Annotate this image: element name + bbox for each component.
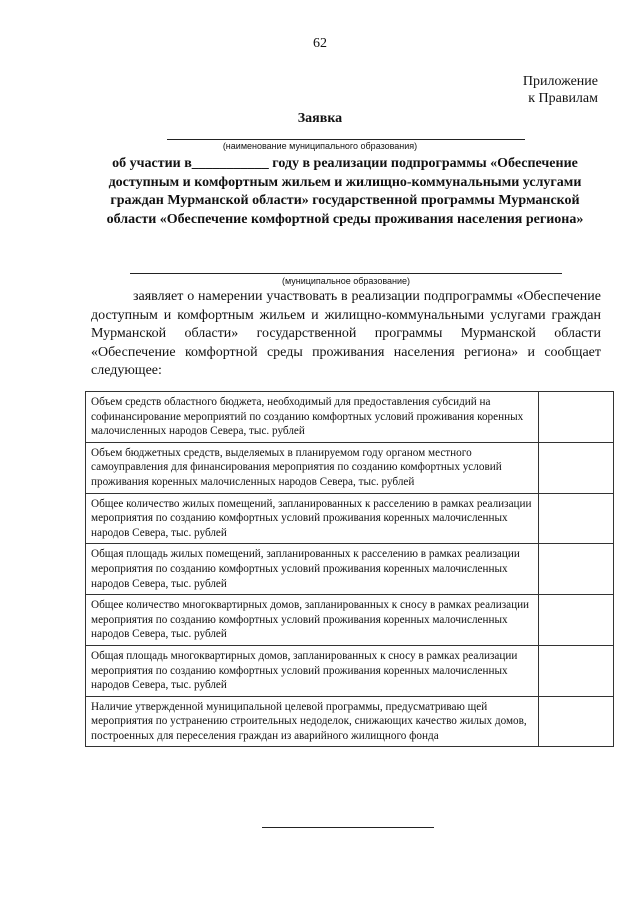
row-value-cell[interactable]	[538, 544, 613, 595]
row-value-cell[interactable]	[538, 595, 613, 646]
statement-paragraph	[91, 288, 601, 381]
municipality-name-caption: (наименование муниципального образования)	[222, 141, 418, 151]
row-value-cell[interactable]	[538, 392, 613, 443]
row-value-cell[interactable]	[538, 645, 613, 696]
table-row	[86, 392, 614, 443]
row-label: Общая площадь жилых помещений, запланированных к расселению в рамках реализации мероприятия по созданию комфортных условий проживания коренных малочисленных народов Севера, тыс. рублей	[86, 544, 539, 595]
municipality-name-line	[167, 139, 525, 140]
row-label: Общее количество жилых помещений, запланированных к расселению в рамках реализации мероприятия по созданию комфортных условий проживания коренных малочисленных народов Севера, тыс. рублей	[86, 493, 539, 544]
row-label: Общее количество многоквартирных домов, запланированных к сносу в рамках реализации мероприятия по созданию комфортных условий проживания коренных малочисленных народов Севера, тыс. рублей	[86, 595, 539, 646]
row-label: Объем бюджетных средств, выделяемых в планируемом году органом местного самоуправления для финансирования мероприятия по созданию комфортных условий проживания коренных малочисленных народов Севера, тыс. рублей	[86, 442, 539, 493]
appendix-line-1: Приложение	[522, 74, 598, 89]
table-row	[86, 696, 614, 747]
table-row	[86, 595, 614, 646]
appendix-line-2: к Правилам	[528, 91, 598, 106]
table-row	[86, 442, 614, 493]
statement-text: заявляет о намерении участвовать в реализации подпрограммы «Обеспечение доступным и комфортным жильем и жилищно-коммунальными услугами граждан Мурманской области» государственной программы Мурманской области «Обеспечение комфортной среды проживания населения региона» и сообщает следующее:	[91, 289, 601, 378]
signature-line	[262, 827, 434, 828]
row-label: Объем средств областного бюджета, необходимый для предоставления субсидий на софинансирование мероприятий по созданию комфортных условий проживания коренных малочисленных народов Севера, тыс. рублей	[86, 392, 539, 443]
document-title: Заявка	[297, 111, 343, 126]
page-number: 62	[313, 36, 327, 51]
appendix-label	[523, 73, 598, 107]
row-value-cell[interactable]	[538, 442, 613, 493]
row-value-cell[interactable]	[538, 696, 613, 747]
application-heading: об участии в___________ году в реализации подпрограммы «Обеспечение доступным и комфортным жильем и жилищно-коммунальными услугами граждан Мурманской области» государственной программы Мурманской области «Обеспечение комфортной среды проживания населения региона»	[106, 156, 584, 227]
table-row	[86, 493, 614, 544]
municipality-line	[130, 273, 562, 274]
table-row	[86, 544, 614, 595]
application-form-table	[85, 391, 614, 747]
table-row	[86, 645, 614, 696]
row-label: Общая площадь многоквартирных домов, запланированных к сносу в рамках реализации мероприятия по созданию комфортных условий проживания коренных малочисленных народов Севера, тыс. рублей	[86, 645, 539, 696]
row-value-cell[interactable]	[538, 493, 613, 544]
municipality-caption: (муниципальное образование)	[281, 276, 411, 286]
row-label: Наличие утвержденной муниципальной целевой программы, предусматриваю щей мероприятия по устранению строительных недоделок, снижающих качество жилых домов, построенных для переселения граждан из аварийного жилищного фонда	[86, 696, 539, 747]
